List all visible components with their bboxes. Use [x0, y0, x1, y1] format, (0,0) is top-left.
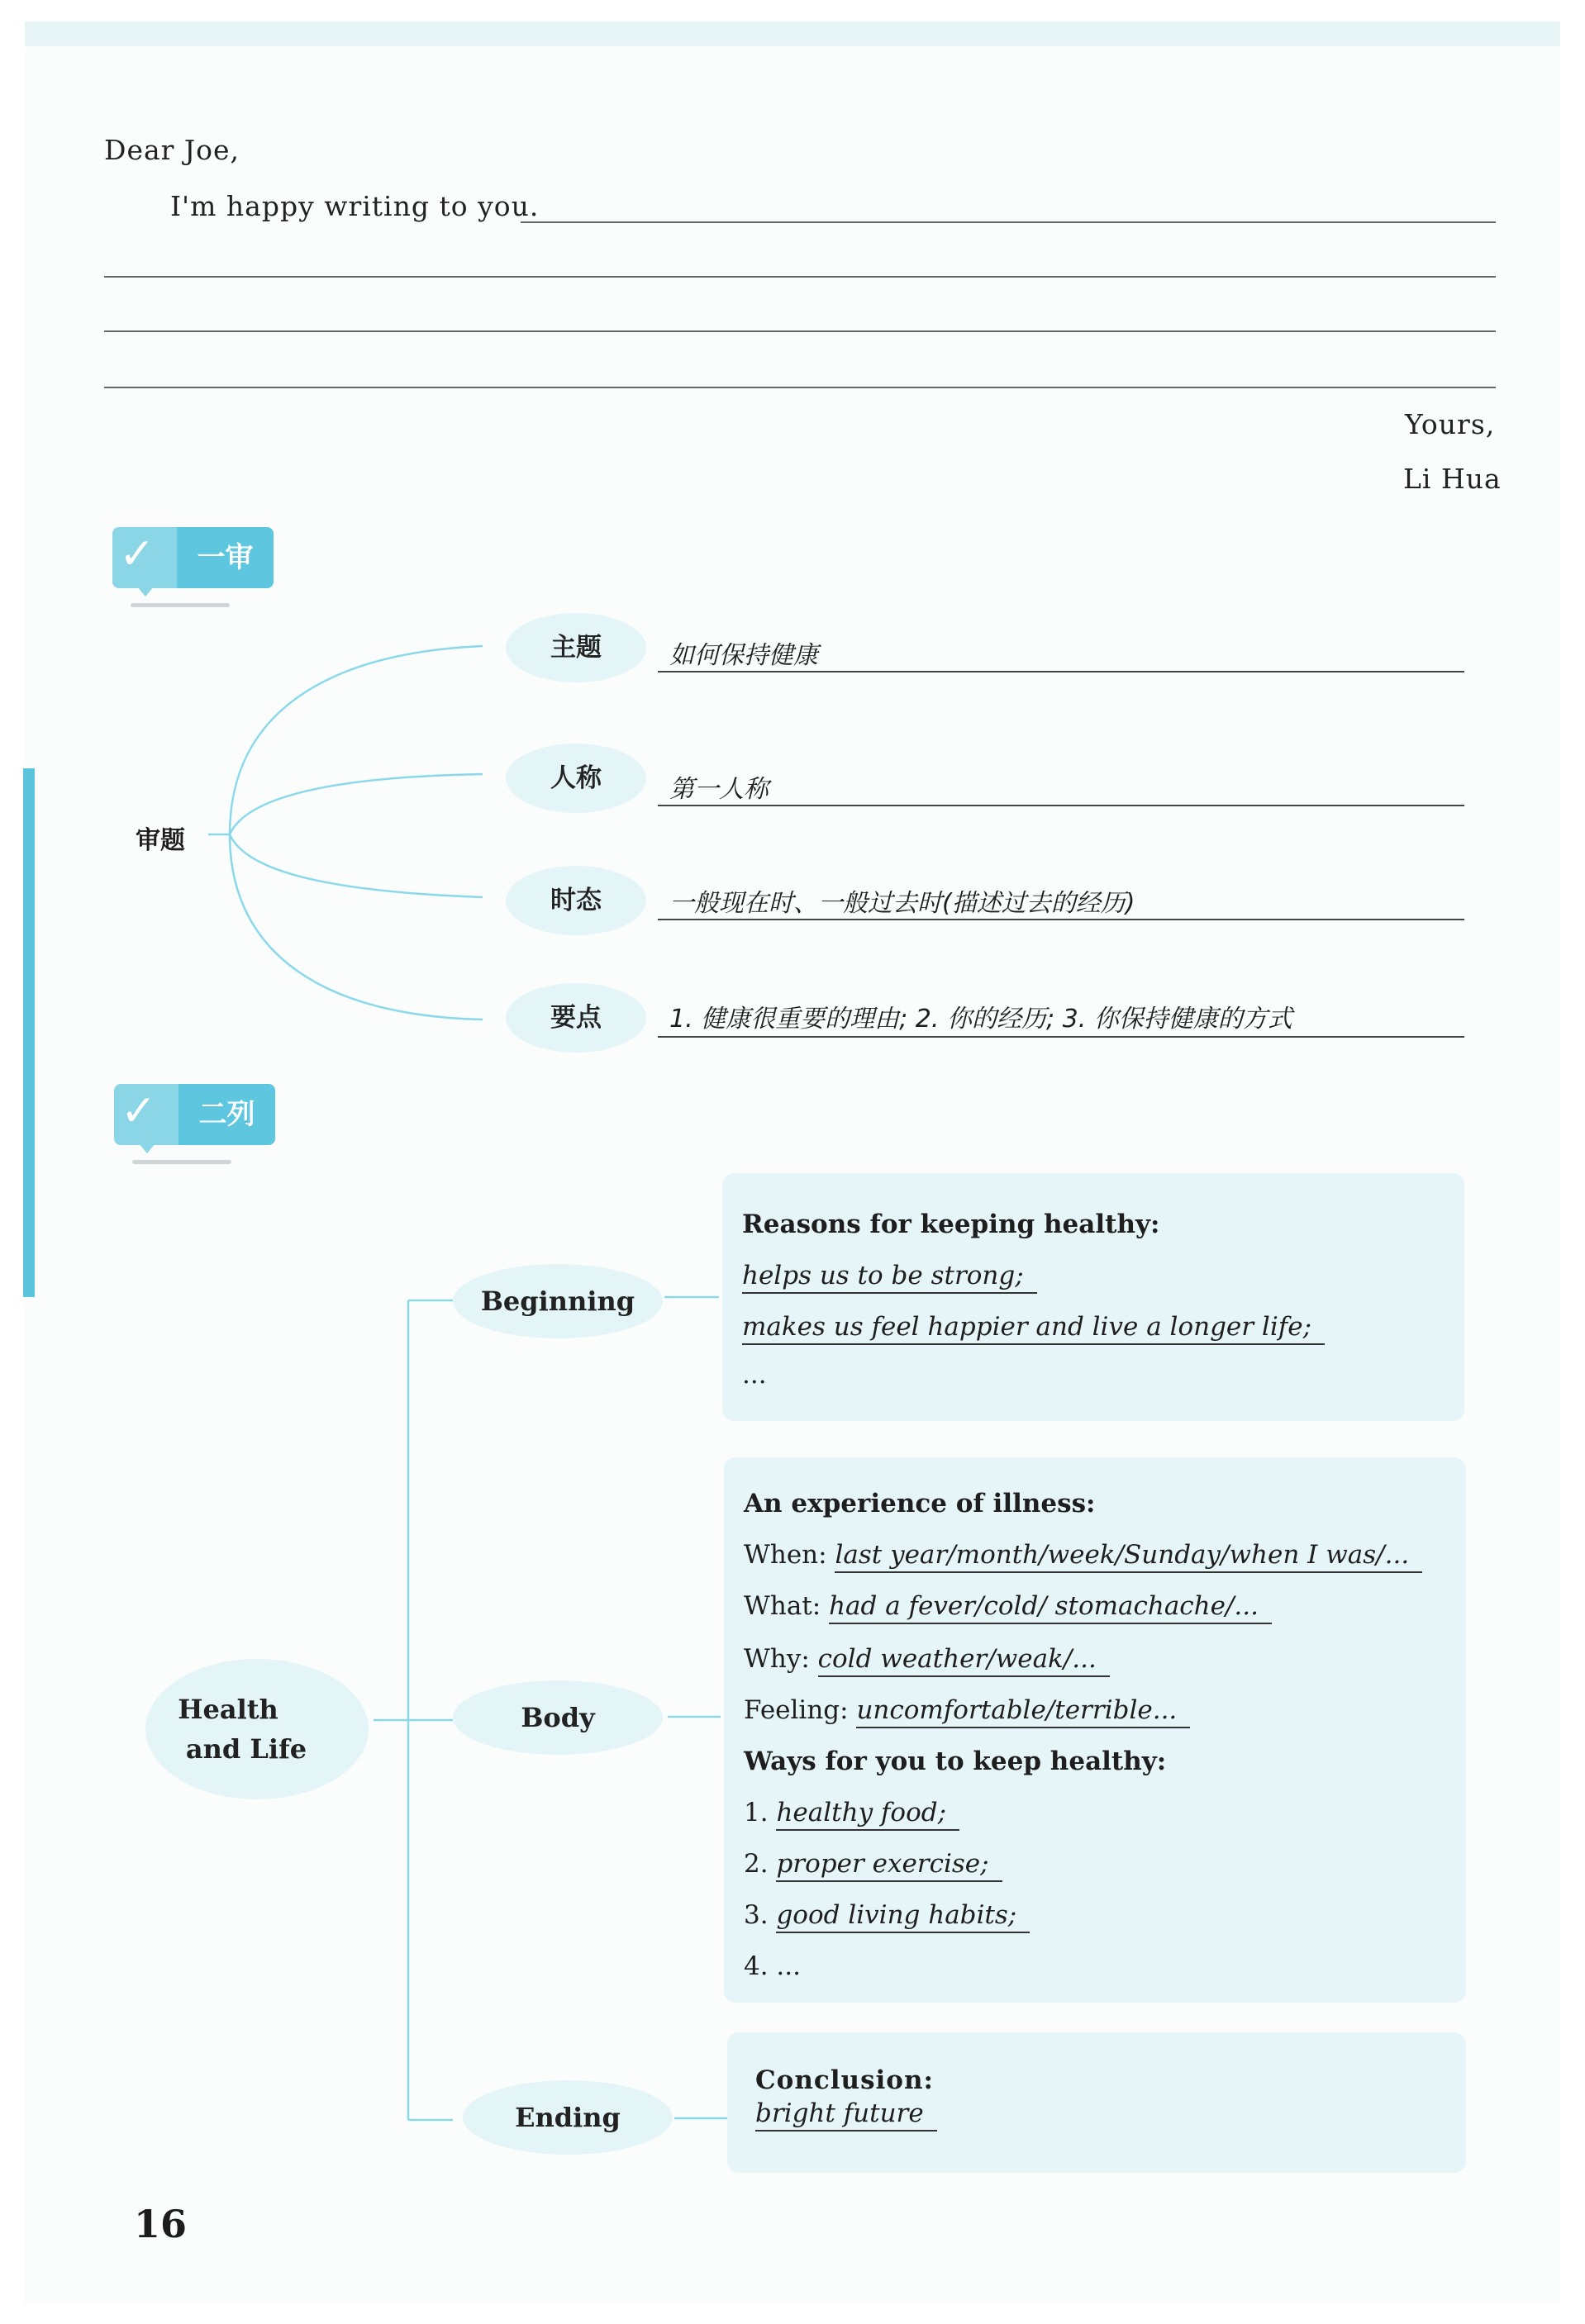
branch-body: [453, 1680, 663, 1755]
beginning-heading: Reasons for keeping healthy:: [742, 1210, 1160, 1239]
way-answer: healthy food;: [776, 1798, 959, 1831]
beginning-answer: helps us to be strong;: [742, 1261, 1037, 1294]
ways-heading: Ways for you to keep healthy:: [744, 1747, 1167, 1776]
field-answer: had a fever/cold/ stomachache/...: [829, 1591, 1272, 1624]
ending-heading: Conclusion:: [755, 2065, 934, 2095]
branch-label: Beginning: [480, 1286, 635, 1317]
letter-opening: I'm happy writing to you.: [170, 190, 540, 222]
way-num: 2.: [744, 1849, 769, 1879]
way-num: 1.: [744, 1798, 769, 1827]
beginning-more: ...: [742, 1360, 767, 1390]
page-number: 16: [134, 2202, 188, 2246]
row-label: 要点: [550, 1003, 602, 1033]
field-label: When:: [744, 1540, 827, 1570]
row-label: 时态: [550, 886, 602, 915]
row-answer: 第一人称: [669, 775, 769, 804]
row-label: 主题: [550, 633, 602, 663]
answer-line: [658, 671, 1464, 672]
beginning-answer: makes us feel happier and live a longer life;: [742, 1312, 1325, 1345]
person-oval: [506, 744, 646, 813]
answer-line: [658, 919, 1464, 920]
check-icon: ✓: [119, 530, 155, 579]
mindmap-root-label: 审题: [136, 826, 185, 855]
branch-ending: [463, 2080, 673, 2155]
way-answer: proper exercise;: [776, 1849, 1002, 1882]
letter-closing: Yours,: [1405, 408, 1496, 440]
field-label: Feeling:: [744, 1695, 849, 1725]
branch-label: Ending: [515, 2102, 621, 2133]
answer-line: [658, 805, 1464, 806]
letter-greeting: Dear Joe,: [104, 134, 240, 166]
keypoints-oval: [506, 983, 646, 1053]
check-icon: ✓: [121, 1086, 157, 1136]
mindmap-root-oval: [145, 1659, 369, 1799]
topic-oval: [506, 613, 646, 682]
tense-oval: [506, 866, 646, 935]
row-label: 人称: [550, 763, 602, 793]
field-answer: uncomfortable/terrible...: [856, 1695, 1190, 1728]
answer-line: [658, 1036, 1464, 1038]
root-line2: and Life: [185, 1733, 307, 1765]
root-line1: Health: [178, 1694, 278, 1725]
field-answer: last year/month/week/Sunday/when I was/...: [835, 1540, 1422, 1573]
field-answer: cold weather/weak/...: [818, 1644, 1110, 1677]
row-answer: 一般现在时、一般过去时(描述过去的经历): [669, 889, 1135, 918]
row-answer: 如何保持健康: [669, 641, 818, 670]
field-label: Why:: [744, 1644, 810, 1674]
body-heading: An experience of illness:: [744, 1489, 1096, 1518]
field-label: What:: [744, 1591, 821, 1621]
way-num: 3.: [744, 1900, 769, 1930]
section-title: 二列: [198, 1098, 255, 1131]
branch-label: Body: [521, 1702, 595, 1733]
row-answer: 1. 健康很重要的理由; 2. 你的经历; 3. 你保持健康的方式: [669, 1005, 1292, 1034]
way-answer: good living habits;: [776, 1900, 1030, 1933]
section-title: 一审: [197, 541, 254, 574]
ending-answer: bright future: [755, 2098, 937, 2132]
ways-more: 4. ...: [744, 1951, 801, 1981]
branch-beginning: [453, 1264, 663, 1338]
letter-signature: Li Hua: [1403, 463, 1502, 495]
